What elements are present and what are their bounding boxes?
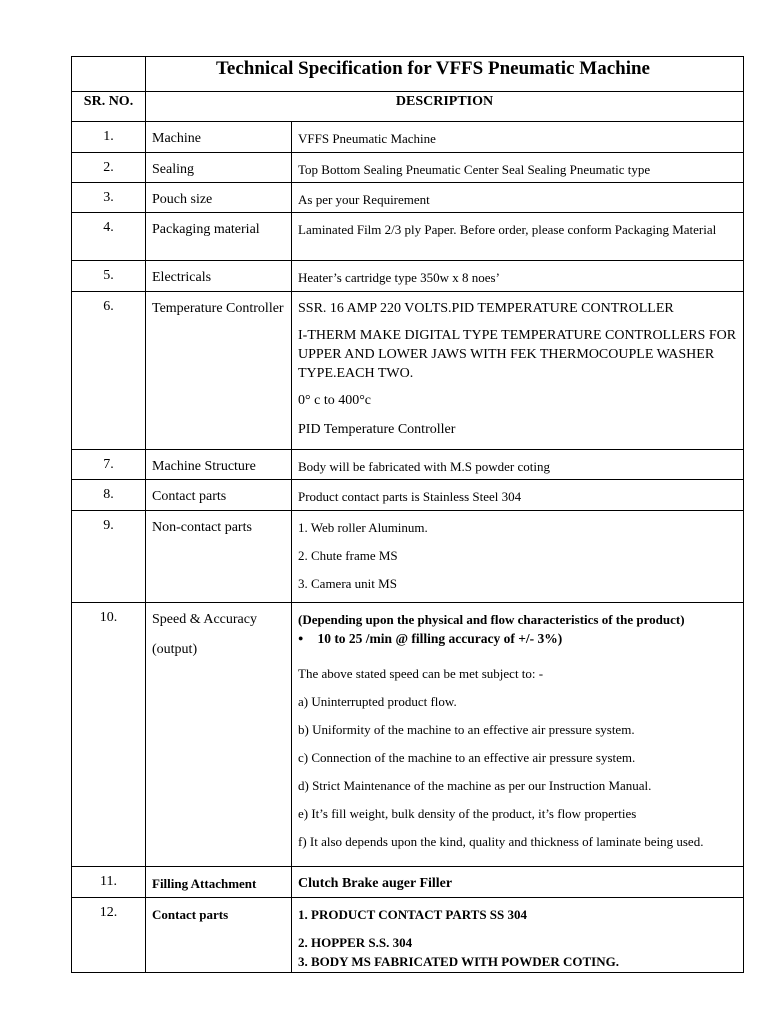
condition-item: e) It’s fill weight, bulk density of the product, it’s flow properties [298,806,637,821]
row-value [292,898,744,973]
row-label: Pouch size [146,183,292,213]
row-value: Clutch Brake auger Filler [292,867,744,898]
label-line: (output) [152,642,198,657]
row-number: 12. [72,898,146,973]
condition-item: d) Strict Maintenance of the machine as per our Instruction Manual. [298,778,652,793]
speed-intro: The above stated speed can be met subject to: - [298,666,544,681]
value-line: 3. BODY MS FABRICATED WITH POWDER COTING. [298,954,619,969]
header-description: DESCRIPTION [146,92,744,122]
condition-item: b) Uniformity of the machine to an effective air pressure system. [298,722,635,737]
row-value [292,292,744,450]
row-label: Packaging material [146,213,292,261]
row-label: Electricals [146,261,292,292]
label-line: Speed & Accuracy [152,612,257,627]
header-sr-no: SR. NO. [72,92,146,122]
table-row [72,603,744,867]
specification-table [71,56,744,973]
row-label [146,603,292,867]
table-row [72,261,744,292]
value-line: PID Temperature Controller [298,422,456,437]
condition-item: c) Connection of the machine to an effective air pressure system. [298,750,636,765]
row-label: Non-contact parts [146,511,292,603]
row-number: 7. [72,450,146,480]
table-row [72,450,744,480]
row-label: Machine Structure [146,450,292,480]
table-row [72,480,744,511]
row-value: Heater’s cartridge type 350w x 8 noes’ [292,261,744,292]
row-number: 3. [72,183,146,213]
value-line: 3. Camera unit MS [298,576,397,591]
row-number: 11. [72,867,146,898]
speed-bullet: ● 10 to 25 /min @ filling accuracy of +/- 3%) [298,629,737,650]
speed-heading: (Depending upon the physical and flow characteristics of the product) [298,612,685,627]
title-blank-cell [72,57,146,92]
value-line: 0° c to 400°c [298,393,372,408]
table-row [72,213,744,261]
row-number: 5. [72,261,146,292]
row-value [292,603,744,867]
row-label: Contact parts [146,480,292,511]
table-row [72,867,744,898]
row-label: Temperature Controller [146,292,292,450]
condition-item: a) Uninterrupted product flow. [298,694,457,709]
row-value: Body will be fabricated with M.S powder coting [292,450,744,480]
row-value: Laminated Film 2/3 ply Paper. Before order, please conform Packaging Material [292,213,744,261]
value-line: SSR. 16 AMP 220 VOLTS.PID TEMPERATURE CONTROLLER [298,301,674,316]
table-row [72,122,744,153]
value-line: 2. Chute frame MS [298,548,398,563]
table-row [72,898,744,973]
row-value [292,511,744,603]
row-number: 2. [72,153,146,183]
row-number: 10. [72,603,146,867]
row-label: Filling Attachment [146,867,292,898]
value-line: I-THERM MAKE DIGITAL TYPE TEMPERATURE CONTROLLERS FOR UPPER AND LOWER JAWS WITH FEK THERMOCOUPLE WASHER TYPE.EACH TWO. [298,328,737,381]
document-title: Technical Specification for VFFS Pneumatic Machine [146,57,744,92]
row-value: As per your Requirement [292,183,744,213]
row-number: 1. [72,122,146,153]
row-value: Top Bottom Sealing Pneumatic Center Seal Sealing Pneumatic type [292,153,744,183]
row-value: Product contact parts is Stainless Steel 304 [292,480,744,511]
row-label: Machine [146,122,292,153]
row-number: 6. [72,292,146,450]
condition-item: f) It also depends upon the kind, quality and thickness of laminate being used. [298,834,704,849]
header-row [72,92,744,122]
row-number: 9. [72,511,146,603]
table-row [72,183,744,213]
row-label: Contact parts [146,898,292,973]
table-row [72,511,744,603]
row-number: 4. [72,213,146,261]
table-row [72,153,744,183]
table-row [72,292,744,450]
row-value: VFFS Pneumatic Machine [292,122,744,153]
value-line: 2. HOPPER S.S. 304 [298,935,413,950]
row-label: Sealing [146,153,292,183]
value-line: 1. PRODUCT CONTACT PARTS SS 304 [298,907,528,922]
title-row [72,57,744,92]
value-line: 1. Web roller Aluminum. [298,520,428,535]
row-number: 8. [72,480,146,511]
